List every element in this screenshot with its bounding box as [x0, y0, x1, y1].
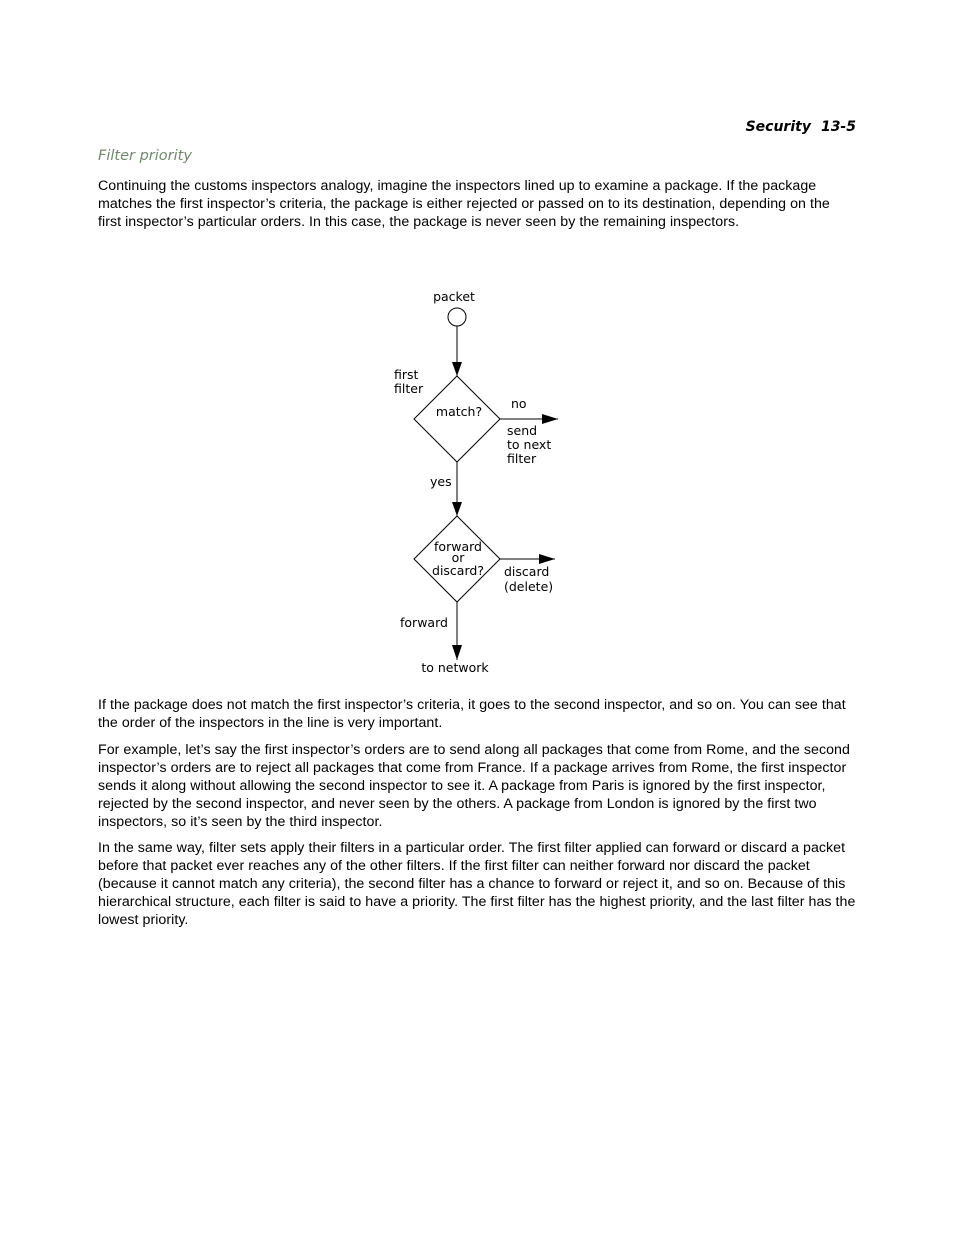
packet-label: packet [433, 289, 475, 304]
arrowhead-yes [452, 502, 462, 516]
packet-node [448, 308, 466, 326]
decision-forward-line2: or [451, 550, 465, 565]
first-filter-label-line1: first [394, 367, 419, 382]
no-label: no [511, 396, 527, 411]
discard-label-line2: (delete) [504, 579, 554, 594]
send-label-line2: to next [507, 437, 552, 452]
page-number: 13-5 [820, 119, 856, 135]
arrowhead-forward [452, 645, 462, 660]
send-label-line1: send [507, 423, 538, 438]
arrowhead-1 [452, 362, 462, 376]
decision-match-label: match? [435, 404, 483, 419]
paragraph-order: If the package does not match the first inspector’s criteria, it goes to the second inspector, and so on. You can see that the order of the inspectors in the line is very important. [98, 697, 846, 731]
paragraph-intro: Continuing the customs inspectors analogy, imagine the inspectors lined up to examine a package. If the package matches the first inspector’s criteria, the package is either rejected or passed on to its destination, depending on the first inspector’s particular orders. In this case, the package is never seen by the remaining inspectors. [98, 178, 830, 230]
paragraph-example: For example, let’s say the first inspector’s orders are to send along all packages that come from Rome, and the second inspector’s orders are to reject all packages that come from France. If a package arrives from Rome, the first inspector sends it along without allowing the second inspector to see it. A package from Paris is ignored by the first inspector, rejected by the second inspector, and never seen by the others. A package from London is ignored by the first two inspectors, so it’s seen by the third inspector. [98, 742, 850, 830]
decision-match-diamond [414, 376, 500, 462]
paragraph-filter-sets: In the same way, filter sets apply their filters in a particular order. The first filter applied can forward or discard a packet before that packet ever reaches any of the other filters. If the first filter can neither forward nor discard the packet (because it cannot match any criteria), the second filter has a chance to forward or reject it, and so on. Because of this hierarchical structure, each filter is said to have a priority. The first filter has the highest priority, and the last filter has the lowest priority. [98, 840, 856, 928]
yes-label: yes [430, 474, 452, 489]
section-heading: Filter priority [98, 148, 192, 164]
decision-forward-line3: discard? [432, 563, 484, 578]
send-label-line3: filter [507, 451, 537, 466]
running-head-section: Security [745, 119, 811, 135]
decision-forward-line1: forward [434, 539, 482, 554]
arrowhead-no [542, 414, 558, 424]
first-filter-label-line2: filter [394, 381, 424, 396]
discard-label-line1: discard [504, 564, 550, 579]
to-network-label: to network [421, 660, 489, 675]
forward-label: forward [400, 615, 448, 630]
arrowhead-discard [539, 554, 555, 564]
